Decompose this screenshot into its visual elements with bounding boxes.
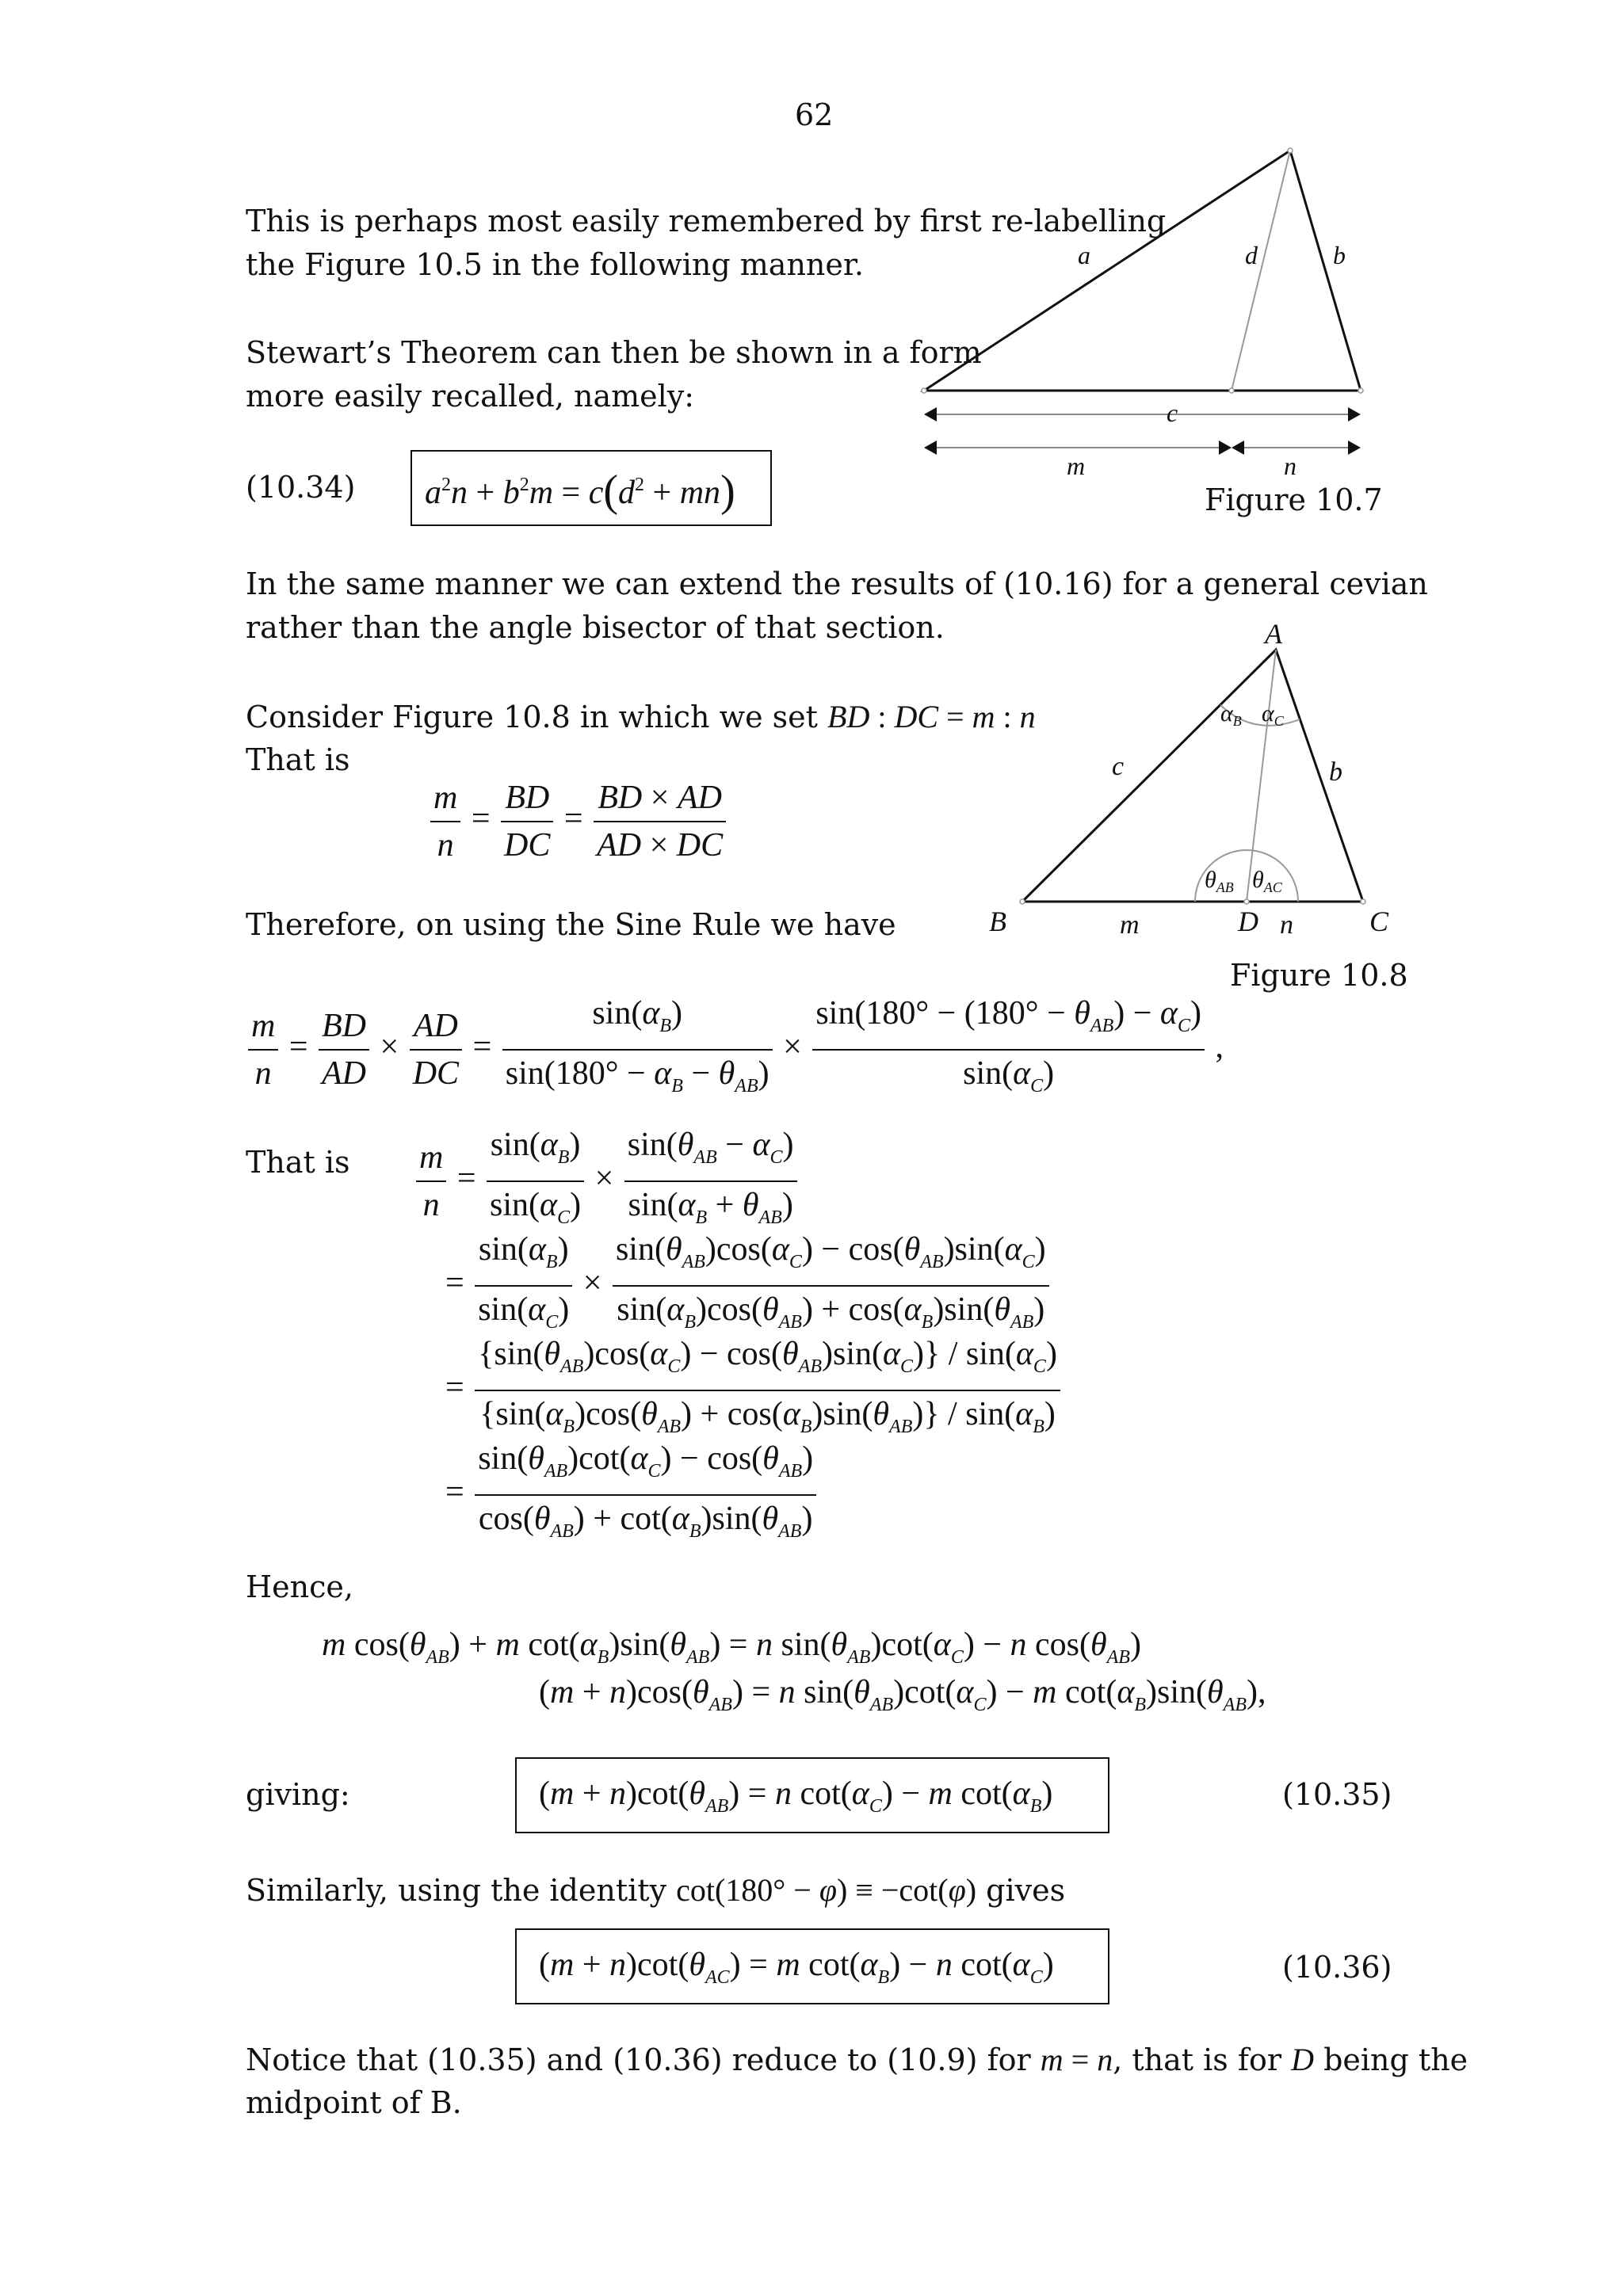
equation-hence-2: $(m + n)\cos(\theta_{AB}) = n$ $\sin(\theta_{AB})\cot(\alpha_C) - m$ $\cot(\alpha_B)\sin(\theta_{AB})$,: [539, 1674, 1266, 1715]
equation-number: (10.35): [1282, 1777, 1392, 1812]
label-m: m: [1067, 452, 1086, 480]
paragraph-line: Similarly, using the identity cot(180° − φ) ≡ −cot(φ) gives: [246, 1872, 1066, 1908]
paragraph-line: Therefore, on using the Sine Rule we have: [246, 907, 896, 942]
equation-step-2: = $\frac{\sin(\alpha_B)}{\sin(\alpha_C)}$ × $\frac{\sin(\theta_{AB})\cos(\alpha_C) - \cos(\theta_{AB})\sin(\alpha_C)}{\sin(\alpha_B)\cos(\theta_{AB}) + \cos(\alpha_B)\sin(\theta_{AB})}$: [445, 1226, 1052, 1345]
label-vertex-C: C: [1369, 906, 1389, 937]
paragraph-line: Consider Figure 10.8 in which we set BD : DC = m : n: [246, 699, 1036, 734]
equation-sine-rule: $\frac{m}{n}$ = $\frac{BD}{AD}$ × $\frac{AD}{DC}$ = $\frac{\sin(\alpha_B)}{\sin(180^\circ - \alpha_B - \theta_{AB})}$ × $\frac{\sin(180^\circ - (180^\circ - \theta_{AB}) - \alpha_C)}{\sin(\alpha_C)}$ ,: [246, 990, 1224, 1109]
equation-step-1: $\frac{m}{n}$ = $\frac{\sin(\alpha_B)}{\sin(\alpha_C)}$ × $\frac{\sin(\theta_{AB} - \alpha_C)}{\sin(\alpha_B + \theta_{AB})}$: [414, 1122, 800, 1241]
label-theta-AC: $\theta_{AC}$: [1252, 867, 1282, 895]
label-m: m: [1120, 910, 1140, 940]
figure-10-7: [911, 143, 1387, 523]
equation-number: (10.34): [246, 470, 356, 505]
label-theta-AB: $\theta_{AB}$: [1205, 867, 1234, 895]
paragraph-line: Notice that (10.35) and (10.36) reduce to (10.9) for m = n, that is for D being the: [246, 2042, 1468, 2077]
paragraph-line: Stewart’s Theorem can then be shown in a form: [246, 335, 982, 370]
figure-10-8: [983, 618, 1411, 951]
equation-step-4: = $\frac{\sin(\theta_{AB})\cot(\alpha_C) - \cos(\theta_{AB})}{\cos(\theta_{AB}) + \cot(\alpha_B)\sin(\theta_{AB})}$: [445, 1436, 819, 1554]
figure-caption: Figure 10.7: [1205, 482, 1383, 517]
equation-stewart: $a^2n + b^2m = c(d^2 + mn)$: [425, 467, 735, 516]
label-alpha-B: $\alpha_B$: [1220, 700, 1242, 729]
paragraph-line: rather than the angle bisector of that section.: [246, 610, 945, 645]
label-vertex-A: A: [1265, 618, 1282, 650]
label-vertex-D: D: [1238, 906, 1258, 937]
label-n: n: [1280, 910, 1293, 940]
equation-number: (10.36): [1282, 1950, 1392, 1985]
paragraph-line: That is: [246, 1145, 350, 1180]
label-b: b: [1333, 241, 1346, 269]
label-n: n: [1284, 452, 1296, 480]
paragraph-line: That is: [246, 742, 350, 777]
label-alpha-C: $\alpha_C$: [1262, 700, 1284, 729]
equation-step-3: = $\frac{\{\sin(\theta_{AB})\cos(\alpha_C) - \cos(\theta_{AB})\sin(\alpha_C)\} / \sin(\alpha_C)}{\{\sin(\alpha_B)\cos(\theta_{AB}) + \cos(\alpha_B)\sin(\theta_{AB})\} / \sin(\alpha_B)}$: [445, 1331, 1063, 1450]
paragraph-line: Hence,: [246, 1569, 353, 1604]
paragraph-line: the Figure 10.5 in the following manner.: [246, 247, 864, 282]
page-number: 62: [795, 97, 834, 132]
paragraph-line: midpoint of B.: [246, 2085, 462, 2120]
paragraph-line: more easily recalled, namely:: [246, 379, 695, 414]
paragraph-line: This is perhaps most easily remembered by first re-labelling: [246, 204, 1167, 238]
label-a: a: [1078, 241, 1090, 269]
label-d: d: [1245, 241, 1258, 269]
label-side-c: c: [1112, 752, 1125, 781]
label-side-b: b: [1329, 757, 1342, 787]
equation-ratio: $\frac{m}{n}$ = $\frac{BD}{DC}$ = $\frac{BD \times AD}{AD \times DC}$: [428, 775, 728, 868]
label-c: c: [1167, 399, 1178, 427]
equation-10-35: $(m + n)\cot(\theta_{AB}) = n$ $\cot(\alpha_C) - m$ $\cot(\alpha_B)$: [539, 1775, 1053, 1817]
label-vertex-B: B: [989, 906, 1006, 937]
paragraph-line: In the same manner we can extend the results of (10.16) for a general cevian: [246, 566, 1428, 601]
equation-10-36: $(m + n)\cot(\theta_{AC}) = m$ $\cot(\alpha_B) - n$ $\cot(\alpha_C)$: [539, 1947, 1054, 1988]
equation-hence-1: m $\cos(\theta_{AB}) + m$ $\cot(\alpha_B)\sin(\theta_{AB}) = n$ $\sin(\theta_{AB})\cot(\alpha_C) - n$ $\cos(\theta_{AB})$: [322, 1627, 1141, 1668]
figure-caption: Figure 10.8: [1230, 958, 1408, 993]
paragraph-line: giving:: [246, 1777, 350, 1812]
